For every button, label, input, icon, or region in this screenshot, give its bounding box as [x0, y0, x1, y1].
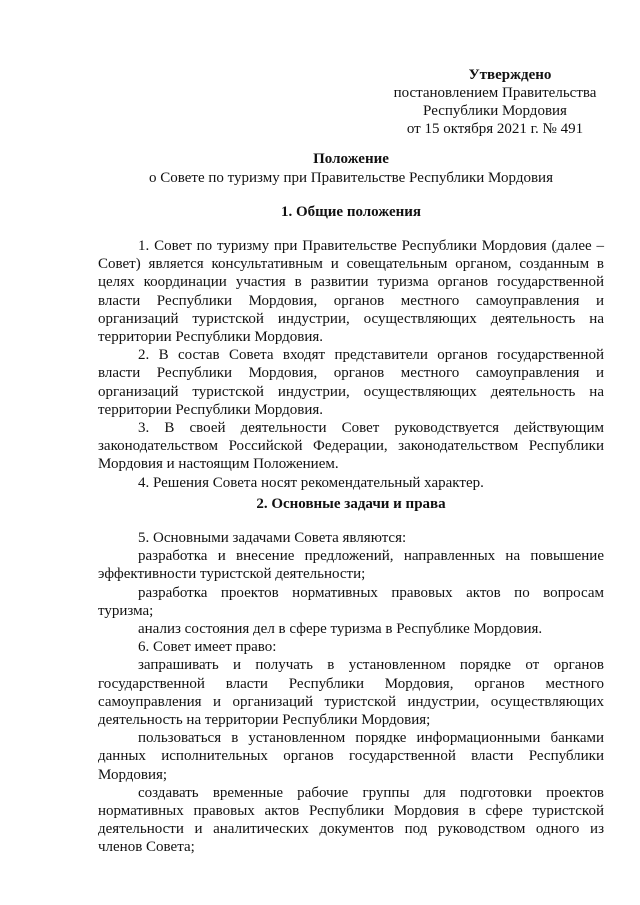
- approval-stamp: [380, 66, 610, 138]
- document-title: [98, 150, 604, 188]
- approval-line-3: от 15 октября 2021 г. № 491: [406, 121, 584, 137]
- approval-heading: Утверждено: [468, 67, 552, 83]
- paragraph: 6. Совет имеет право:: [138, 639, 277, 656]
- paragraph: разработка и внесение предложений, направленных на повышение эффективности туристской деятельности;: [98, 548, 604, 583]
- paragraph: 1. Совет по туризму при Правительстве Республики Мордовия (далее – Совет) является консультативным и совещательным органом, созданным в целях координации участия в развитии туризма органов государственной власти Республики Мордовия, органов местного самоуправления и организаций туристской индустрии, осуществляющих деятельность на территории Республики Мордовия.: [98, 238, 604, 346]
- approval-line-1: постановлением Правительства: [393, 85, 597, 101]
- section-1-body: [98, 237, 604, 492]
- paragraph: 5. Основными задачами Совета являются:: [138, 530, 407, 546]
- paragraph: анализ состояния дел в сфере туризма в Республике Мордовия.: [138, 621, 543, 638]
- document-title-subtitle: о Совете по туризму при Правительстве Республики Мордовия: [149, 170, 553, 186]
- paragraph: пользоваться в установленном порядке информационными банками данных исполнительных органов государственной власти Республики Мордовия;: [98, 730, 604, 783]
- section-1-heading: 1. Общие положения: [280, 204, 422, 220]
- approval-line-2: Республики Мордовия: [423, 103, 567, 119]
- paragraph: разработка проектов нормативных правовых актов по вопросам туризма;: [98, 584, 604, 619]
- section-2-heading: 2. Основные задачи и права: [256, 496, 446, 512]
- paragraph: 3. В своей деятельности Совет руководствуется действующим законодательством Российской Федерации, законодательством Республики Мордовия и настоящим Положением.: [98, 420, 604, 473]
- paragraph: запрашивать и получать в установленном порядке от органов государственной власти Республики Мордовия, органов местного самоуправления и организаций туристской индустрии, осуществляющих деятельность на территории Республики Мордовия;: [98, 657, 604, 729]
- section-2-body: [98, 529, 604, 857]
- paragraph: создавать временные рабочие группы для подготовки проектов нормативных правовых актов Республики Мордовия в сфере туристской деятельности и аналитических документов под руководством одного из членов Совета;: [98, 784, 604, 856]
- document-title-main: Положение: [313, 151, 389, 167]
- paragraph: 2. В состав Совета входят представители органов государственной власти Республики Мордовия, органов местного самоуправления и организаций туристской индустрии, осуществляющих деятельность на территории Республики Мордовия.: [98, 347, 604, 418]
- paragraph: 4. Решения Совета носят рекомендательный характер.: [138, 474, 484, 491]
